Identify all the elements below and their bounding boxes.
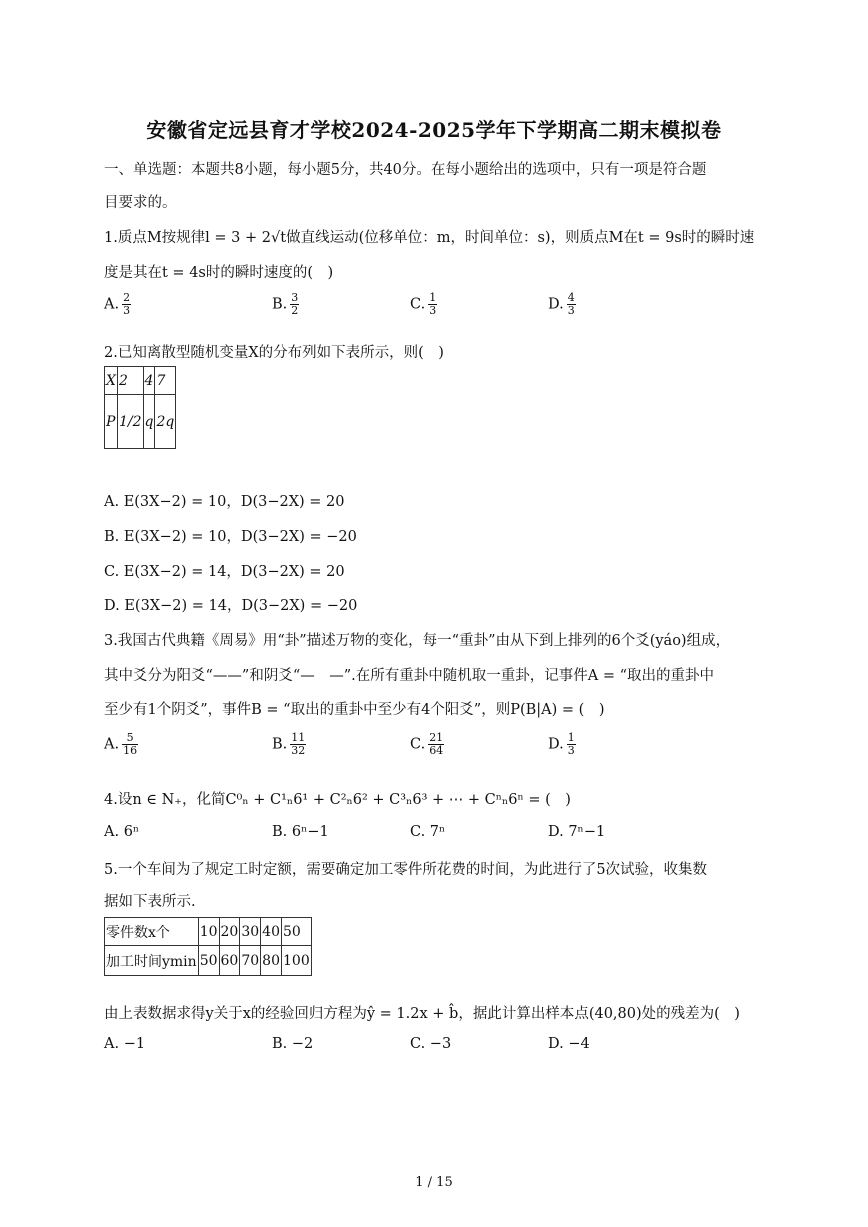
q3-stem-line3: 至少有1个阴爻”，事件B = “取出的重卦中至少有4个阳爻”，则P(B|A) = ( ) <box>104 702 605 718</box>
q2-stem: 2.已知离散型随机变量X的分布列如下表所示，则( ) <box>104 345 444 361</box>
option-label: C. <box>410 296 426 313</box>
q1-stem-line2: 度是其在t = 4s时的瞬时速度的( ) <box>104 265 334 281</box>
q2-option-b: B. E(3X−2) = 10，D(3−2X) = −20 <box>104 529 357 545</box>
q3-option-d <box>548 732 576 757</box>
option-label: C. <box>410 736 426 753</box>
q4-stem: 4.设n ∈ N₊，化简C⁰ₙ + C¹ₙ6¹ + C²ₙ6² + C³ₙ6³ + ⋯ + Cⁿₙ6ⁿ = ( ) <box>104 792 571 808</box>
q3-option-c <box>410 732 444 757</box>
option-label: D. <box>548 736 564 753</box>
fraction: $\frac{1}{3}$ <box>567 731 575 757</box>
q5-data-table <box>104 917 312 976</box>
option-label: B. <box>272 736 288 753</box>
q4-option-a: A. 6ⁿ <box>104 824 140 840</box>
option-label: A. <box>104 296 120 313</box>
fraction: $\frac{21}{64}$ <box>429 731 444 757</box>
q2-option-d: D. E(3X−2) = 14，D(3−2X) = −20 <box>104 598 358 614</box>
q2-option-c: C. E(3X−2) = 14，D(3−2X) = 20 <box>104 564 345 580</box>
option-label: B. <box>272 296 288 313</box>
q5-option-a: A. −1 <box>104 1036 146 1052</box>
q4-option-d: D. 7ⁿ−1 <box>548 824 606 840</box>
q2-distribution-table <box>104 366 176 449</box>
page-number: 1 / 15 <box>415 1175 453 1190</box>
q5-option-b: B. −2 <box>272 1036 314 1052</box>
q5-stem-line1: 5.一个车间为了规定工时定额，需要确定加工零件所花费的时间，为此进行了5次试验，收集数 <box>104 862 708 878</box>
fraction: $\frac{5}{16}$ <box>123 731 138 757</box>
fraction: $\frac{4}{3}$ <box>567 291 575 317</box>
q3-option-a <box>104 732 138 757</box>
table-row: 加工时间ymin 50 60 70 80 100 <box>105 946 312 976</box>
q5-stem-line3: 由上表数据求得y关于x的经验回归方程为ŷ = 1.2x + b̂，据此计算出样本点(40,80)处的残差为( ) <box>104 1006 740 1022</box>
q3-stem-line2: 其中爻分为阳爻“——”和阴爻“— —”.在所有重卦中随机取一重卦，记事件A = “取出的重卦中 <box>104 668 715 684</box>
fraction: $\frac{1}{3}$ <box>429 291 437 317</box>
q1-option-d <box>548 292 576 317</box>
table-row: 零件数x个 10 20 30 40 50 <box>105 918 312 946</box>
fraction: $\frac{11}{32}$ <box>291 731 306 757</box>
q1-option-b <box>272 292 299 317</box>
q5-option-d: D. −4 <box>548 1036 590 1052</box>
section-heading-line1: 一、单选题：本题共8小题，每小题5分，共40分。在每小题给出的选项中，只有一项是符合题 <box>104 162 707 178</box>
q4-option-b: B. 6ⁿ−1 <box>272 824 329 840</box>
q3-option-b <box>272 732 306 757</box>
q5-option-c: C. −3 <box>410 1036 452 1052</box>
q1-option-a <box>104 292 131 317</box>
q1-stem-line1: 1.质点M按规律l = 3 + 2√t做直线运动(位移单位：m，时间单位：s)，则质点M在t = 9s时的瞬时速 <box>104 230 755 246</box>
q3-stem-line1: 3.我国古代典籍《周易》用“卦”描述万物的变化，每一“重卦”由从下到上排列的6个爻(yáo)组成， <box>104 633 731 649</box>
option-label: D. <box>548 296 564 313</box>
q1-option-c <box>410 292 437 317</box>
fraction: $\frac{2}{3}$ <box>123 291 131 317</box>
q2-option-a: A. E(3X−2) = 10，D(3−2X) = 20 <box>104 494 345 510</box>
option-label: A. <box>104 736 120 753</box>
table-row: X 2 4 7 <box>105 367 176 395</box>
q4-option-c: C. 7ⁿ <box>410 824 446 840</box>
fraction: $\frac{3}{2}$ <box>291 291 299 317</box>
q5-stem-line2: 据如下表所示. <box>104 894 196 910</box>
page-title: 安徽省定远县育才学校2024-2025学年下学期高二期末模拟卷 <box>146 118 722 142</box>
table-row: P 1/2 q 2q <box>105 395 176 449</box>
section-heading-line2: 目要求的。 <box>104 195 177 211</box>
